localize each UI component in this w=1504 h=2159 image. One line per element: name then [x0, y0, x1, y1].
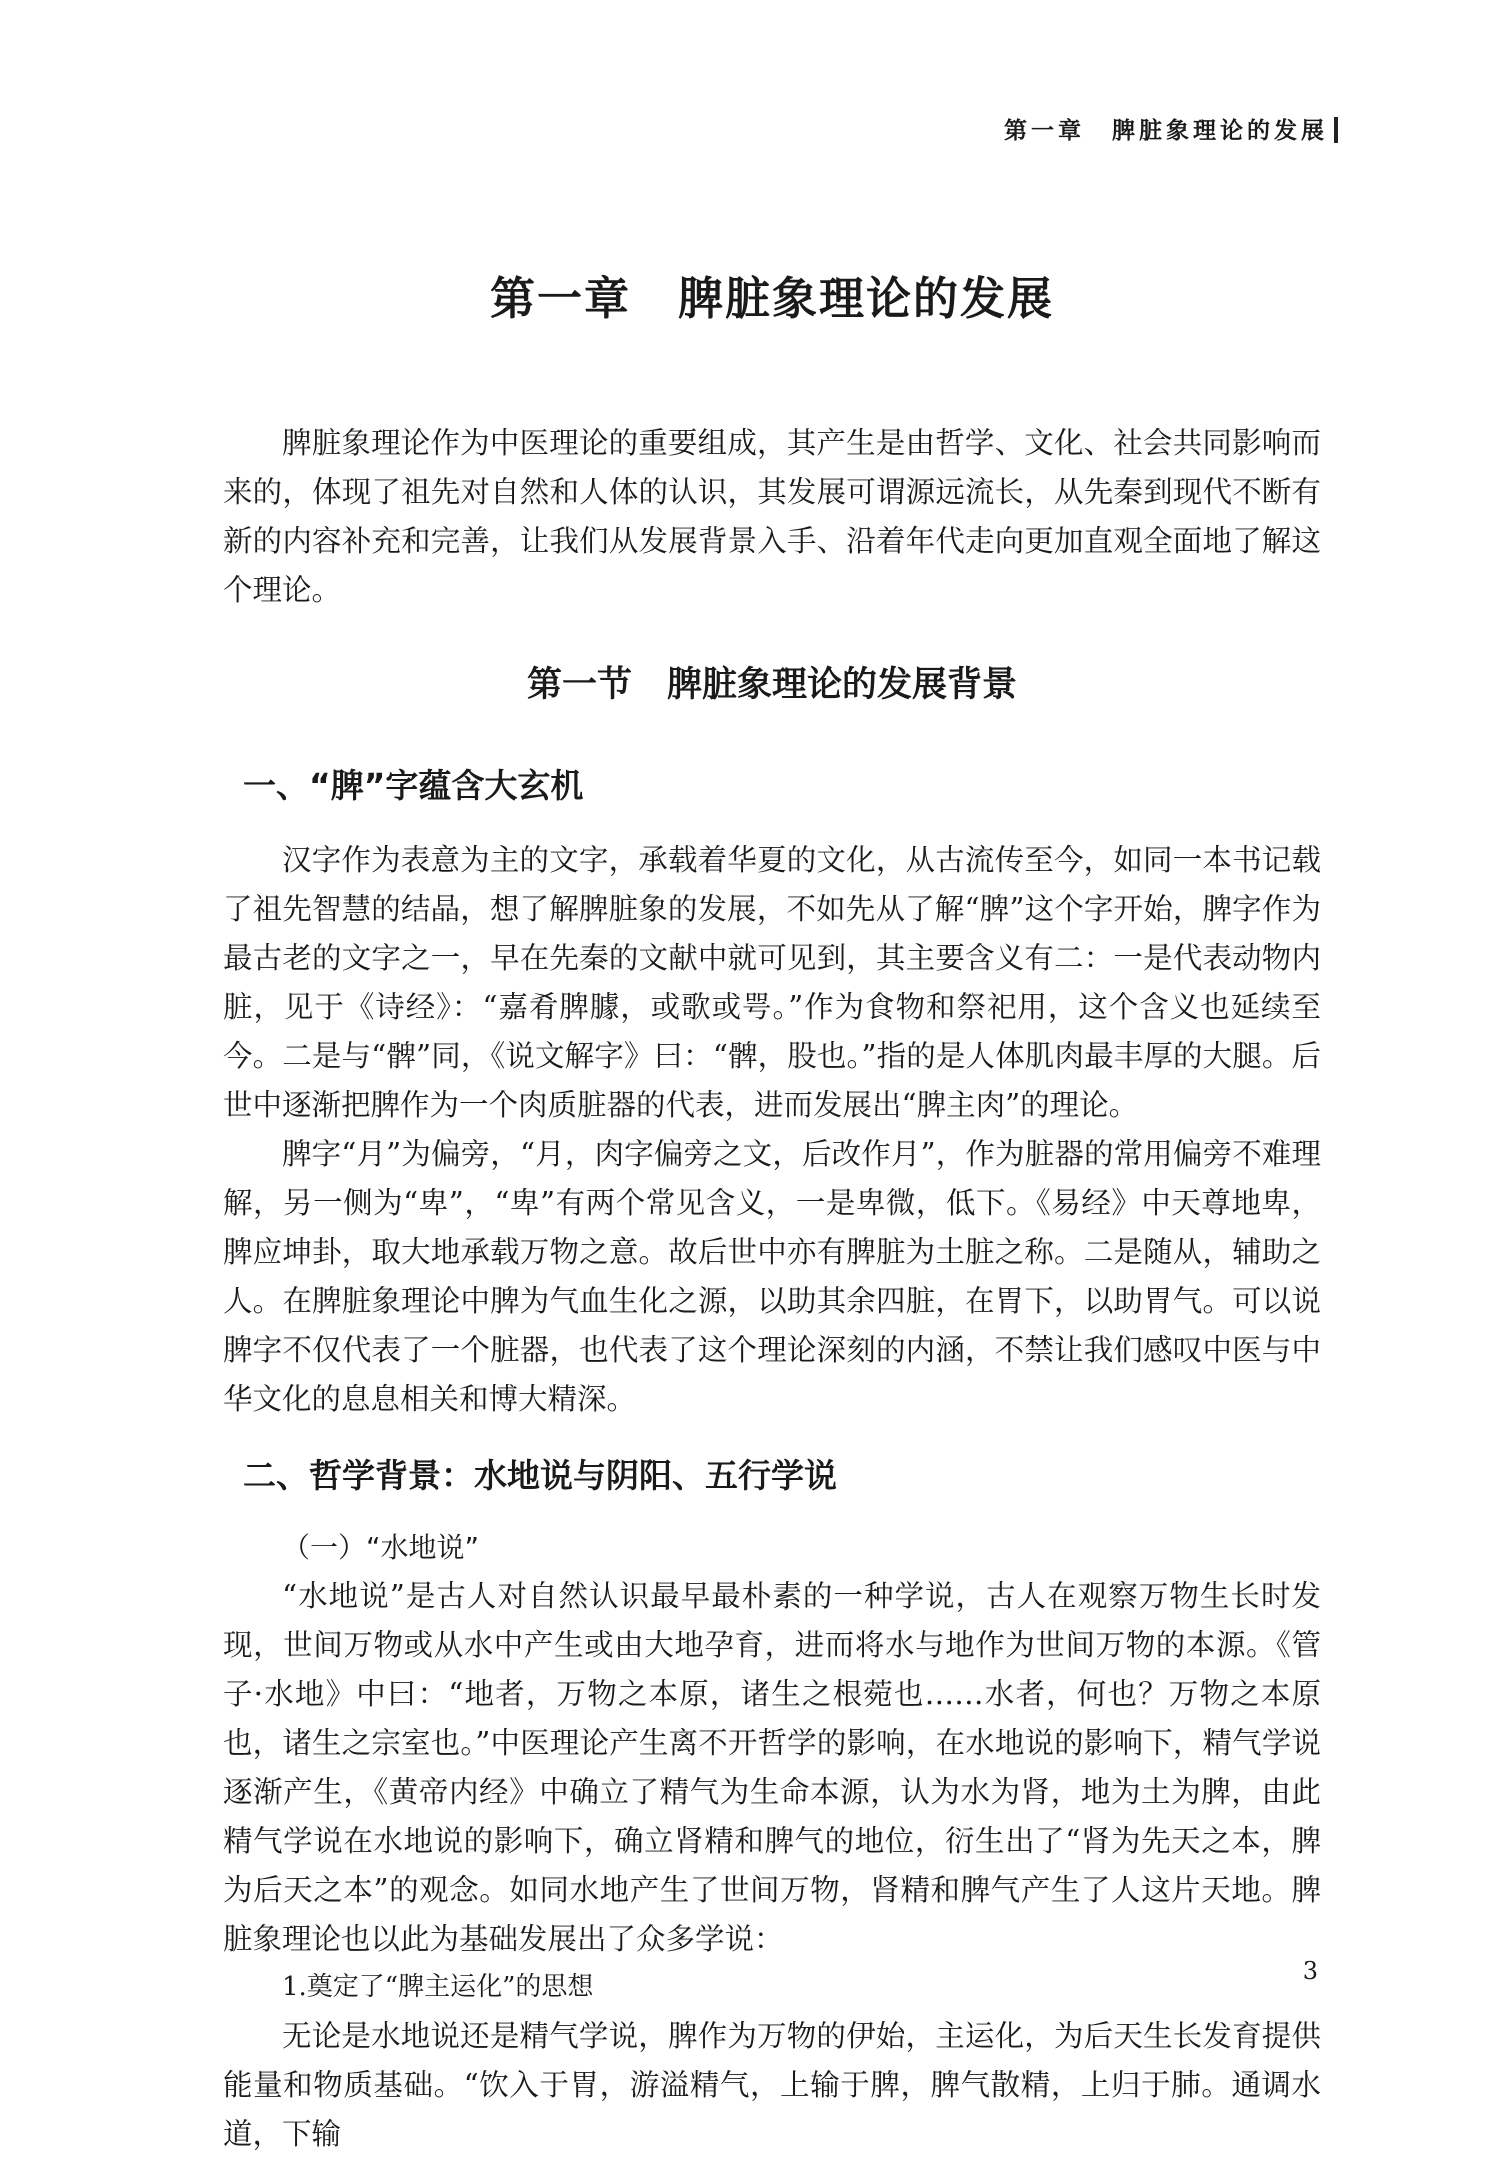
- section-title: 第一节 脾脏象理论的发展背景: [526, 665, 1017, 705]
- header-bar: [1334, 117, 1338, 143]
- paragraph-4: 无论是水地说还是精气学说，脾作为万物的伊始，主运化，为后天生长发育提供能量和物质基础。“饮入于胃，游溢精气，上输于脾，脾气散精，上归于肺。通调水道，下输: [223, 2019, 1321, 2151]
- heading-1: 一、“脾”字蕴含大玄机: [243, 766, 584, 805]
- subheading-2: 1.奠定了“脾主运化”的思想: [282, 1972, 594, 2002]
- page-content: [223, 262, 1321, 2159]
- chapter-title: 第一章 脾脏象理论的发展: [489, 272, 1054, 325]
- running-header-text: 第一章 脾脏象理论的发展: [1004, 117, 1328, 144]
- paragraph-2: 脾字“月”为偏旁，“月，肉字偏旁之文，后改作月”，作为脏器的常用偏旁不难理解，另一侧为“卑”，“卑”有两个常见含义，一是卑微，低下。《易经》中天尊地卑，脾应坤卦，取大地承载万物之意。故后世中亦有脾脏为土脏之称。二是随从，辅助之人。在脾脏象理论中脾为气血生化之源，以助其余四脏，在胃下，以助胃气。可以说脾字不仅代表了一个脏器，也代表了这个理论深刻的内涵，不禁让我们感叹中医与中华文化的息息相关和博大精深。: [223, 1137, 1321, 1416]
- running-header: [1004, 112, 1338, 145]
- paragraph-1: 汉字作为表意为主的文字，承载着华夏的文化，从古流传至今，如同一本书记载了祖先智慧的结晶，想了解脾脏象的发展，不如先从了解“脾”这个字开始，脾字作为最古老的文字之一，早在先秦的文献中就可见到，其主要含义有二：一是代表动物内脏，见于《诗经》：“嘉肴脾臄，或歌或咢。”作为食物和祭祀用，这个含义也延续至今。二是与“髀”同，《说文解字》曰：“髀，股也。”指的是人体肌肉最丰厚的大腿。后世中逐渐把脾作为一个肉质脏器的代表，进而发展出“脾主肉”的理论。: [223, 843, 1321, 1122]
- paragraph-3: “水地说”是古人对自然认识最早最朴素的一种学说，古人在观察万物生长时发现，世间万物或从水中产生或由大地孕育，进而将水与地作为世间万物的本源。《管子·水地》中曰：“地者，万物之本原，诸生之根菀也……水者，何也？万物之本原也，诸生之宗室也。”中医理论产生离不开哲学的影响，在水地说的影响下，精气学说逐渐产生，《黄帝内经》中确立了精气为生命本源，认为水为肾，地为土为脾，由此精气学说在水地说的影响下，确立肾精和脾气的地位，衍生出了“肾为先天之本，脾为后天之本”的观念。如同水地产生了世间万物，肾精和脾气产生了人这片天地。脾脏象理论也以此为基础发展出了众多学说：: [223, 1579, 1321, 1956]
- page-number: 3: [1302, 1957, 1318, 1985]
- intro-paragraph: 脾脏象理论作为中医理论的重要组成，其产生是由哲学、文化、社会共同影响而来的，体现了祖先对自然和人体的认识，其发展可谓源远流长，从先秦到现代不断有新的内容补充和完善，让我们从发展背景入手、沿着年代走向更加直观全面地了解这个理论。: [223, 426, 1321, 607]
- heading-2: 二、哲学背景：水地说与阴阳、五行学说: [243, 1456, 837, 1495]
- subheading-1: （一）“水地说”: [282, 1531, 480, 1564]
